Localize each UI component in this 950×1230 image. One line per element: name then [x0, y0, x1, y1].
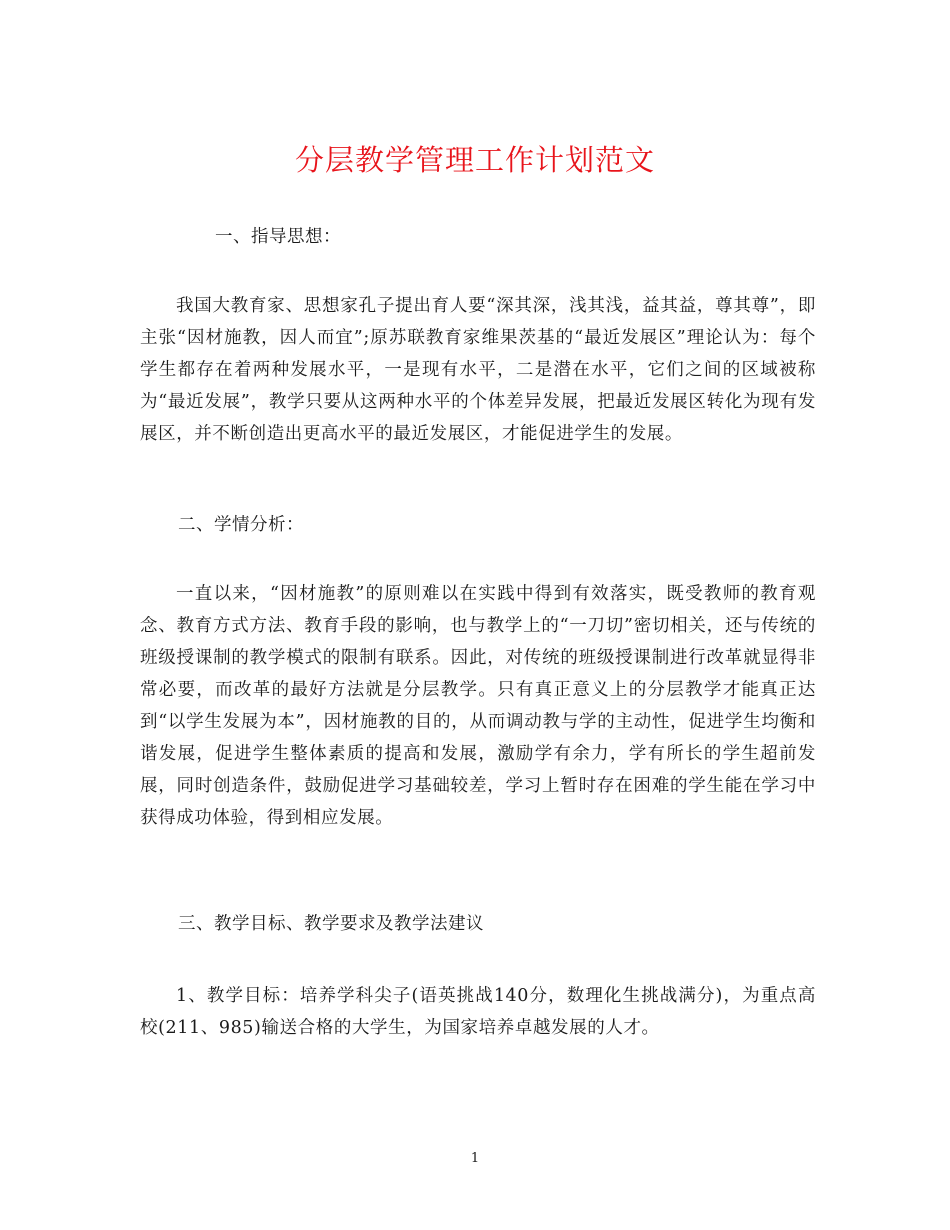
section-paragraph-guiding-thought: 我国大教育家、思想家孔子提出育人要“深其深，浅其浅，益其益，尊其尊”，即主张“因材施教，因人而宜”;原苏联教育家维果茨基的“最近发展区”理论认为：每个学生都存在着两种发展水平，一是现有水平，二是潜在水平，它们之间的区域被称为“最近发展”，教学只要从这两种水平的个体差异发展，把最近发展区转化为现有发展区，并不断创造出更高水平的最近发展区，才能促进学生的发展。 — [140, 296, 816, 444]
section-heading-teaching-goals: 三、教学目标、教学要求及教学法建议 — [178, 914, 484, 934]
section-heading-guiding-thought: 一、指导思想： — [215, 227, 341, 247]
list-item-teaching-goal-1: 1、教学目标：培养学科尖子(语英挑战140分，数理化生挑战满分)，为重点高校(211、985)输送合格的大学生，为国家培养卓越发展的人才。 — [140, 986, 816, 1038]
page-number: 1 — [470, 1151, 480, 1166]
section-paragraph-student-analysis: 一直以来，“因材施教”的原则难以在实践中得到有效落实，既受教师的教育观念、教育方式方法、教育手段的影响，也与教学上的“一刀切”密切相关，还与传统的班级授课制的教学模式的限制有联系。因此，对传统的班级授课制进行改革就显得非常必要，而改革的最好方法就是分层教学。只有真正意义上的分层教学才能真正达到“以学生发展为本”，因材施教的目的，从而调动教与学的主动性，促进学生均衡和谐发展，促进学生整体素质的提高和发展，激励学有余力，学有所长的学生超前发展，同时创造条件，鼓励促进学习基础较差，学习上暂时存在困难的学生能在学习中获得成功体验，得到相应发展。 — [140, 584, 816, 828]
document-title: 分层教学管理工作计划范文 — [294, 143, 655, 177]
section-heading-student-analysis: 二、学情分析： — [178, 515, 304, 535]
